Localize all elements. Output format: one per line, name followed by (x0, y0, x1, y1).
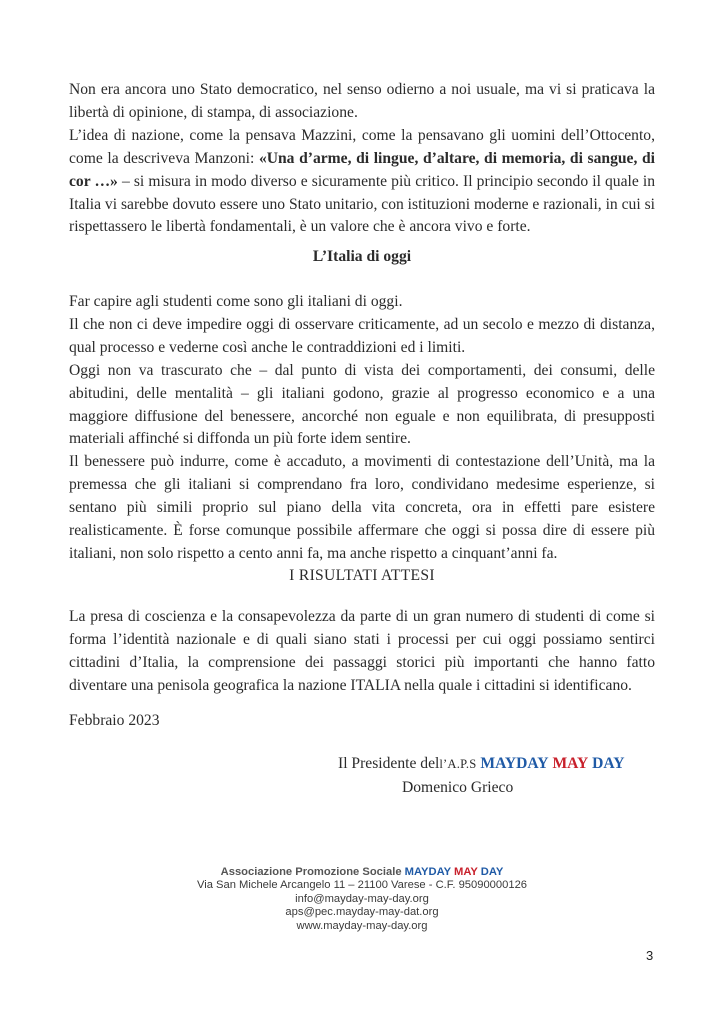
paragraph: Il che non ci deve impedire oggi di osservare criticamente, ad un secolo e mezzo di distanza, qual processo e vederne così anche le contraddizioni ed i limiti. (69, 315, 655, 356)
text-run: L’idea di nazione, come la pensava Mazzini, come la pensavano gli uomini dell’Ottocento, come la descriveva Manzoni: (69, 126, 655, 167)
signature-aps: l’A.P.S (439, 757, 477, 771)
paragraph: Il benessere può indurre, come è accaduto, a movimenti di contestazione dell’Unità, ma la premessa che gli italiani si comprendano fra loro, condividano medesime esperienze, si sentano più simili proprio sul piano della vita concreta, ora in effetti pare esistere realisticamente. È forse comunque possibile affermare che oggi si possa dire di essere più italiani, non solo rispetto a cento anni fa, ma anche rispetto a cinquant’anni fa. (69, 453, 655, 562)
text-run: – si misura in modo diverso e sicuramente più critico. Il principio secondo il quale in Italia vi sarebbe dovuto essere uno Stato unitario, con istituzioni moderne e razionali, in cui si rispettassero le libertà fondamentali, è un valore che è ancora vivo e forte. (69, 172, 655, 236)
manzoni-quote: «Una d’arme, di lingue, d’altare, di memoria, di sangue, di cor …» (69, 149, 655, 190)
footer-brand-day: DAY (480, 866, 504, 878)
brand-may: MAY (552, 755, 589, 772)
footer-association (0, 866, 724, 879)
footer-website: www.mayday-may-day.org (296, 919, 428, 932)
paragraph: Far capire agli studenti come sono gli italiani di oggi. (69, 293, 403, 310)
footer-assoc-label: Associazione Promozione Sociale (220, 866, 402, 878)
paragraph: Non era ancora uno Stato democratico, nel senso odierno a noi usuale, ma vi si praticava la libertà di opinione, di stampa, di associazione. (69, 81, 655, 121)
page-number: 3 (646, 948, 654, 963)
page-footer (0, 866, 724, 933)
section-heading-risultati: I RISULTATI ATTESI (289, 567, 435, 584)
risultati-text-block (69, 606, 655, 698)
italia-oggi-text-block (69, 291, 655, 566)
paragraph-nation-idea (69, 125, 655, 240)
footer-address: Via San Michele Arcangelo 11 – 21100 Varese - C.F. 95090000126 (196, 879, 528, 892)
paragraph: La presa di coscienza e la consapevolezza da parte di un gran numero di studenti di come si forma l’identità nazionale e di quali siano stati i processi per cui oggi possiamo sentirci cittadini d’Italia, la comprensione dei passaggi storici più importanti che hanno fatto diventare una penisola geografica la nazione ITALIA nella quale i cittadini si identificano. (69, 608, 655, 694)
signature-name: Domenico Grieco (402, 779, 514, 796)
footer-email: info@mayday-may-day.org (295, 892, 429, 905)
document-date: Febbraio 2023 (69, 712, 160, 729)
section-heading-italia: L’Italia di oggi (312, 248, 412, 265)
footer-pec-email: aps@pec.mayday-may-dat.org (285, 906, 439, 919)
brand-day: DAY (592, 755, 625, 772)
signature-prefix: Il Presidente del (338, 755, 440, 772)
signature-title (338, 752, 628, 776)
intro-text-block (69, 79, 655, 239)
paragraph: Oggi non va trascurato che – dal punto di vista dei comportamenti, dei consumi, delle abitudini, delle mentalità – gli italiani godono, grazie al progresso economico e a una maggiore diffusione del benessere, ancorché non eguale e non equilibrata, di presupposti materiali affinché si diffonda un più forte idem sentire. (69, 361, 655, 448)
brand-mayday: MAYDAY (480, 755, 549, 772)
signature-block (338, 752, 628, 799)
footer-brand-may: MAY (454, 866, 478, 878)
footer-brand-mayday: MAYDAY (404, 866, 451, 878)
